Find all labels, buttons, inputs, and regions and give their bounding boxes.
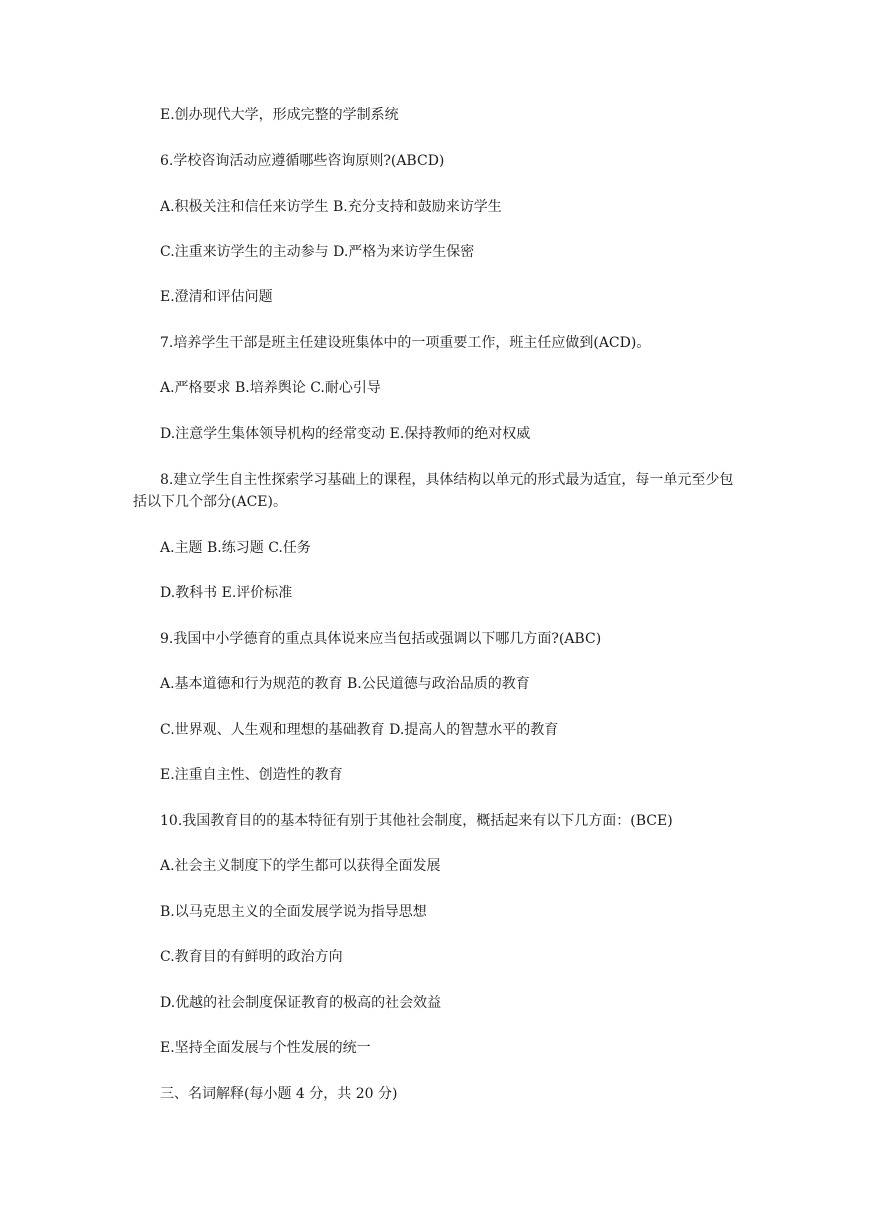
option-line: C.世界观、人生观和理想的基础教育 D.提高人的智慧水平的教育: [160, 722, 559, 738]
question-line: 9.我国中小学德育的重点具体说来应当包括或强调以下哪几方面?(ABC): [160, 631, 602, 647]
question-line: 7.培养学生干部是班主任建设班集体中的一项重要工作，班主任应做到(ACD)。: [160, 335, 651, 351]
option-line: A.社会主义制度下的学生都可以获得全面发展: [160, 858, 441, 874]
question-line: 6.学校咨询活动应遵循哪些咨询原则?(ABCD): [160, 153, 445, 169]
option-line: B.以马克思主义的全面发展学说为指导思想: [160, 904, 427, 920]
option-line: A.主题 B.练习题 C.任务: [160, 540, 311, 556]
option-line: A.基本道德和行为规范的教育 B.公民道德与政治品质的教育: [160, 676, 530, 692]
option-line: C.注重来访学生的主动参与 D.严格为来访学生保密: [160, 244, 475, 260]
question-paragraph: 8.建立学生自主性探索学习基础上的课程，具体结构以单元的形式最为适宜，每一单元至少包括以下几个部分(ACE)。: [133, 472, 734, 510]
option-line: E.创办现代大学，形成完整的学制系统: [160, 107, 399, 123]
option-line: C.教育目的有鲜明的政治方向: [160, 949, 343, 965]
option-line: A.积极关注和信任来访学生 B.充分支持和鼓励来访学生: [160, 199, 502, 215]
section-heading: 三、名词解释(每小题 4 分，共 20 分): [160, 1086, 398, 1102]
option-line: D.注意学生集体领导机构的经常变动 E.保持教师的绝对权威: [160, 426, 531, 442]
option-line: E.坚持全面发展与个性发展的统一: [160, 1040, 371, 1056]
option-line: D.优越的社会制度保证教育的极高的社会效益: [160, 995, 442, 1011]
option-line: E.注重自主性、创造性的教育: [160, 767, 343, 783]
question-line: 10.我国教育目的的基本特征有别于其他社会制度，概括起来有以下几方面：(BCE): [160, 813, 673, 829]
option-line: E.澄清和评估问题: [160, 289, 273, 305]
option-line: A.严格要求 B.培养舆论 C.耐心引导: [160, 380, 381, 396]
option-line: D.教科书 E.评价标准: [160, 585, 293, 601]
